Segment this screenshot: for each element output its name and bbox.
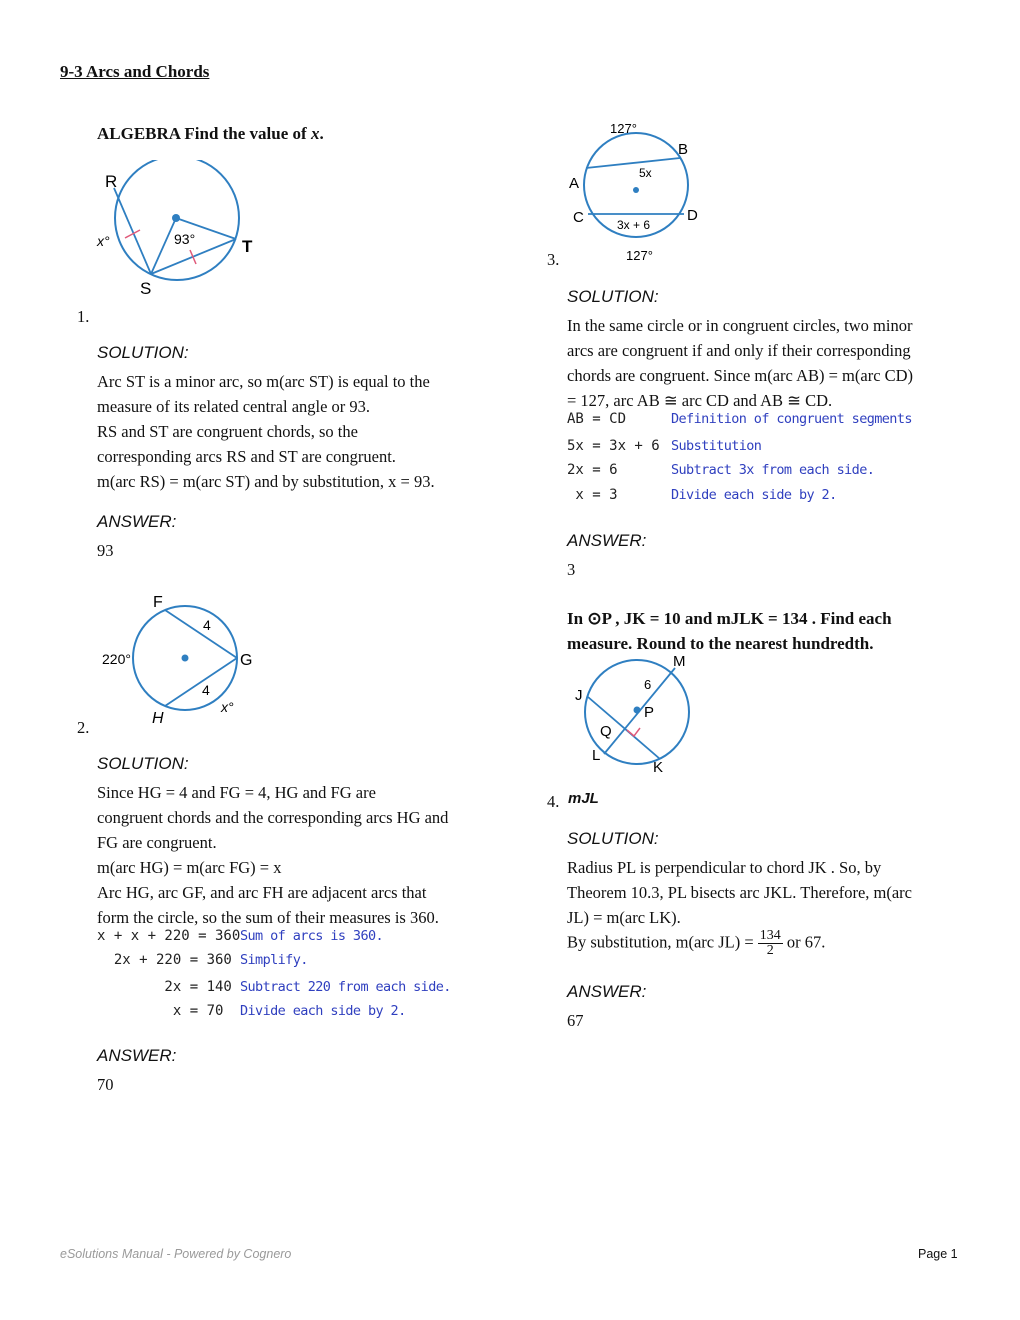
p3-step-4-eq: x = 3 bbox=[567, 487, 618, 503]
label-k: K bbox=[653, 759, 664, 776]
label-r: R bbox=[105, 172, 118, 191]
instruction-var: x bbox=[310, 124, 320, 143]
figure-problem-2 bbox=[95, 590, 265, 730]
label-f: F bbox=[153, 594, 163, 611]
instruction-prefix: ALGEBRA Find the value of bbox=[97, 124, 311, 143]
p3-line-3: chords are congruent. Since m(arc AB) = m(arc CD) bbox=[567, 366, 914, 385]
p3-line-2: arcs are congruent if and only if their corresponding bbox=[567, 341, 911, 360]
label-bot-arc: 127° bbox=[626, 248, 653, 263]
p2-step-4-eq: x = 70 bbox=[97, 1003, 224, 1019]
p3-line-4: = 127, arc AB ≅ arc CD and AB ≅ CD. bbox=[567, 391, 833, 410]
label-top-arc: 127° bbox=[610, 121, 637, 136]
problem-2-solution-text bbox=[97, 780, 527, 930]
p3-step-3-eq: 2x = 6 bbox=[567, 462, 618, 478]
right-angle-mark bbox=[627, 728, 640, 736]
p3-step-4-note: Divide each side by 2. bbox=[671, 487, 837, 503]
label-angle: 93° bbox=[174, 231, 196, 247]
label-p: P bbox=[644, 704, 655, 721]
p1-line-3: RS and ST are congruent chords, so the bbox=[97, 422, 358, 441]
p1-line-5: m(arc RS) = m(arc ST) and by substitution, x = 93. bbox=[97, 472, 435, 491]
p3-step-1-note: Definition of congruent segments bbox=[671, 411, 912, 427]
problem-4-number: 4. bbox=[547, 792, 560, 811]
p2-step-1-note: Sum of arcs is 360. bbox=[240, 928, 384, 944]
p1-line-1: Arc ST is a minor arc, so m(arc ST) is equal to the bbox=[97, 372, 430, 391]
problem-2-answer: 70 bbox=[97, 1075, 114, 1094]
problem-1-solution-text bbox=[97, 369, 517, 494]
p2-line-4: m(arc HG) = m(arc FG) = x bbox=[97, 858, 282, 877]
problem-1-number: 1. bbox=[77, 307, 90, 326]
p1-line-4: corresponding arcs RS and ST are congruent. bbox=[97, 447, 396, 466]
p3-step-3-note: Subtract 3x from each side. bbox=[671, 462, 875, 478]
center-dot bbox=[172, 214, 180, 222]
p2-step-1-eq: x + x + 220 = 360 bbox=[97, 928, 241, 944]
figure-problem-1 bbox=[90, 160, 270, 300]
label-m: M bbox=[673, 653, 686, 670]
instruction2-line-1: In ⊙P , JK = 10 and mJLK = 134 . Find each bbox=[567, 609, 892, 628]
footer-source: eSolutions Manual - Powered by Cognero bbox=[60, 1247, 292, 1261]
problem-2-answer-label: ANSWER: bbox=[97, 1046, 177, 1065]
problem-4-answer: 67 bbox=[567, 1011, 584, 1030]
center-dot-4 bbox=[634, 707, 641, 714]
problem-4-solution-text bbox=[567, 855, 967, 930]
problem-4-prompt: mJL bbox=[568, 790, 599, 807]
p3-step-1-eq: AB = CD bbox=[567, 411, 627, 427]
p3-step-2-eq: 5x = 3x + 6 bbox=[567, 438, 660, 454]
problem-3-answer-label: ANSWER: bbox=[567, 531, 647, 550]
figure-problem-4 bbox=[565, 650, 705, 780]
label-x: x° bbox=[97, 233, 110, 249]
p2-step-3-note: Subtract 220 from each side. bbox=[240, 979, 451, 995]
label-six: 6 bbox=[644, 677, 652, 692]
problem-2-solution-label: SOLUTION: bbox=[97, 754, 189, 773]
p3-step-2-note: Substitution bbox=[671, 438, 762, 454]
problem-4-solution-label: SOLUTION: bbox=[567, 829, 659, 848]
p2-step-4-note: Divide each side by 2. bbox=[240, 1003, 406, 1019]
label-b: B bbox=[678, 141, 689, 158]
chord-fg bbox=[165, 610, 237, 658]
p3-line-1: In the same circle or in congruent circles, two minor bbox=[567, 316, 913, 335]
label-j: J bbox=[575, 687, 583, 704]
problem-3-number: 3. bbox=[547, 250, 560, 269]
p2-step-2-eq: 2x + 220 = 360 bbox=[97, 952, 232, 968]
figure-problem-3 bbox=[560, 118, 720, 268]
p2-step-2-note: Simplify. bbox=[240, 952, 308, 968]
label-chord-top: 5x bbox=[639, 166, 652, 180]
p4-frac-num: 134 bbox=[759, 928, 781, 943]
center-dot-2 bbox=[182, 655, 189, 662]
p2-line-1: Since HG = 4 and FG = 4, HG and FG are bbox=[97, 783, 376, 802]
label-d: D bbox=[687, 207, 698, 224]
p2-step-3-eq: 2x = 140 bbox=[97, 979, 232, 995]
p2-line-2: congruent chords and the corresponding arcs HG and bbox=[97, 808, 449, 827]
p2-line-6: form the circle, so the sum of their measures is 360. bbox=[97, 908, 439, 927]
p4-substitution bbox=[567, 929, 967, 958]
problem-3-solution-label: SOLUTION: bbox=[567, 287, 659, 306]
label-a: A bbox=[569, 175, 580, 192]
p1-line-2: measure of its related central angle or 93. bbox=[97, 397, 371, 416]
label-four-top: 4 bbox=[203, 617, 211, 633]
problem-2-number: 2. bbox=[77, 718, 90, 737]
p4-subst-suffix: or 67. bbox=[786, 932, 826, 952]
label-chord-bot: 3x + 6 bbox=[617, 218, 651, 232]
p4-fraction bbox=[758, 929, 783, 958]
problem-3-answer: 3 bbox=[567, 560, 576, 579]
instruction2-line-2: measure. Round to the nearest hundredth. bbox=[567, 634, 874, 653]
problem-4-answer-label: ANSWER: bbox=[567, 982, 647, 1001]
p4-subst-prefix: By substitution, m(arc JL) = bbox=[567, 932, 754, 952]
instruction-algebra bbox=[97, 124, 324, 144]
p4-line-1: Radius PL is perpendicular to chord JK . So, by bbox=[567, 858, 882, 877]
center-dot-3 bbox=[633, 187, 639, 193]
footer-page-number: Page 1 bbox=[918, 1247, 958, 1261]
problem-3-solution-text bbox=[567, 313, 967, 413]
label-s: S bbox=[140, 279, 152, 298]
problem-1-solution-label: SOLUTION: bbox=[97, 343, 189, 362]
p4-line-2: Theorem 10.3, PL bisects arc JKL. Therefore, m(arc bbox=[567, 883, 912, 902]
problem-1-answer-label: ANSWER: bbox=[97, 512, 177, 531]
label-g: G bbox=[240, 652, 253, 669]
label-x-2: x° bbox=[221, 699, 234, 715]
p4-line-3: JL) = m(arc LK). bbox=[567, 908, 681, 927]
label-l: L bbox=[592, 747, 601, 764]
chord-ab bbox=[586, 158, 680, 168]
label-q: Q bbox=[600, 723, 612, 740]
label-c: C bbox=[573, 209, 584, 226]
label-arc-220: 220° bbox=[102, 651, 131, 667]
label-four-bot: 4 bbox=[202, 682, 210, 698]
label-h: H bbox=[152, 710, 164, 727]
p4-frac-den: 2 bbox=[766, 943, 774, 958]
p2-line-3: FG are congruent. bbox=[97, 833, 217, 852]
instruction-suffix: . bbox=[319, 124, 324, 143]
p2-line-5: Arc HG, arc GF, and arc FH are adjacent arcs that bbox=[97, 883, 427, 902]
instruction-circle-p bbox=[567, 606, 987, 656]
label-t: T bbox=[242, 237, 253, 256]
problem-1-answer: 93 bbox=[97, 541, 114, 560]
page-title: 9-3 Arcs and Chords bbox=[60, 62, 210, 81]
